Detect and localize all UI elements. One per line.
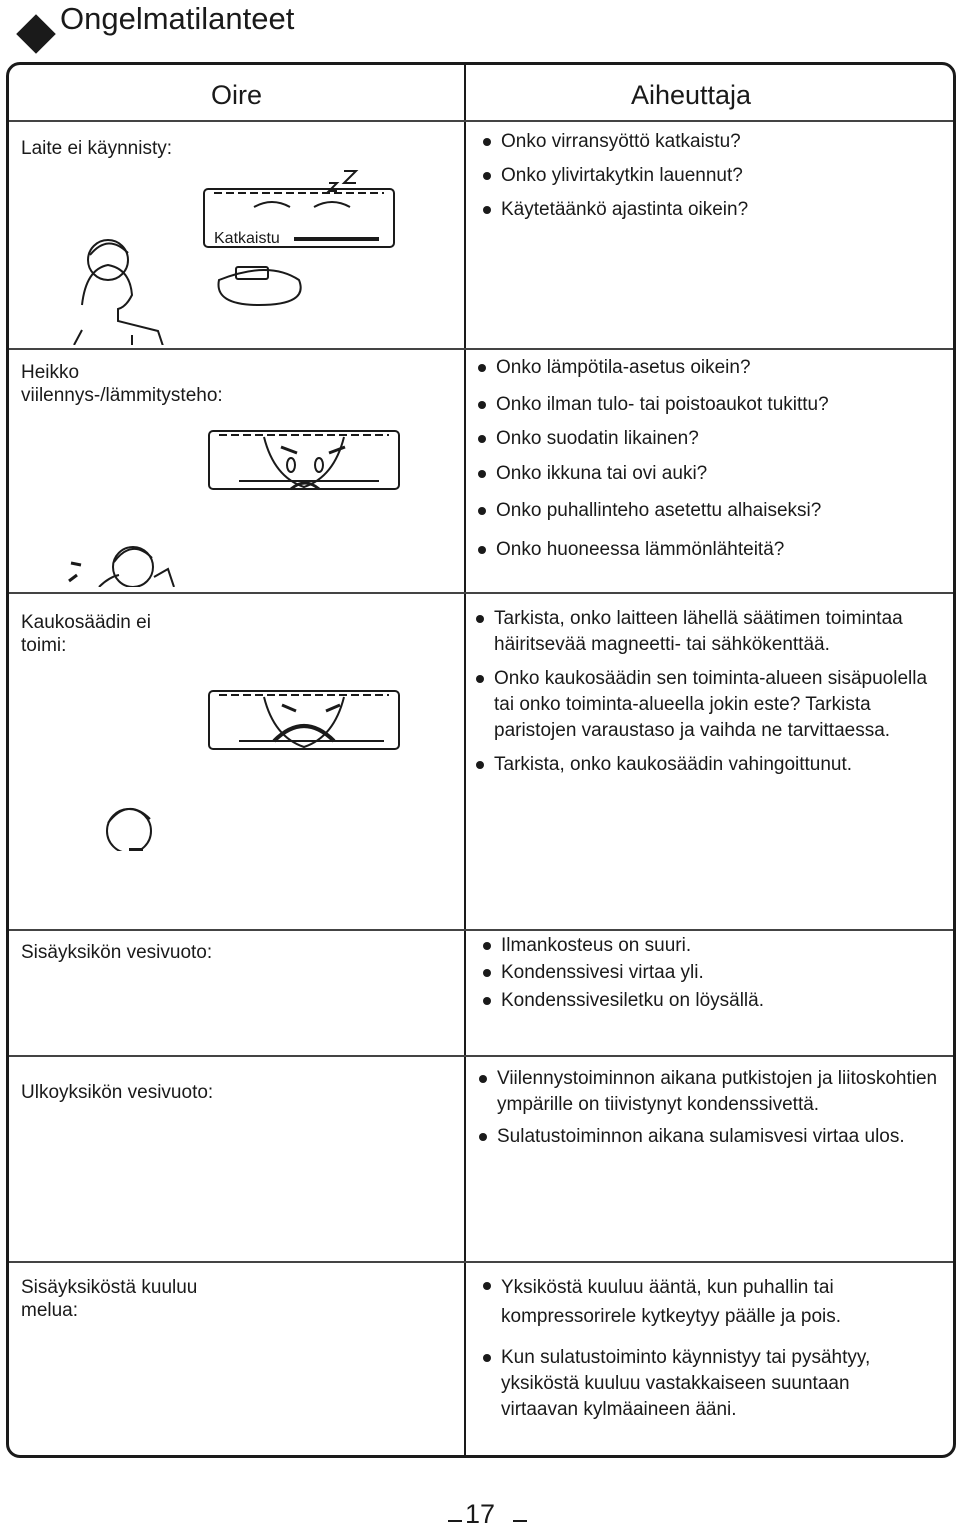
cause-list (479, 129, 749, 223)
troubleshooting-table (6, 62, 956, 1458)
row-divider (9, 348, 953, 350)
weak-cooling-illustration (59, 417, 404, 587)
cause-item: Onko ilman tulo- tai poistoaukot tukittu? (474, 392, 914, 418)
remote-not-working-illustration (64, 681, 409, 851)
row-divider (9, 120, 953, 122)
cause-item: Onko lämpötila-asetus oikein? (474, 355, 914, 381)
person-icon (82, 265, 168, 345)
diamond-icon (16, 14, 56, 54)
cause-list (474, 355, 914, 563)
cause-item: Onko huoneessa lämmönlähteitä? (474, 537, 914, 563)
unit-off-illustration (64, 155, 409, 345)
symptom-label: Ulkoyksikön vesivuoto: (21, 1082, 214, 1103)
cause-item: Kun sulatustoiminto käynnistyy tai pysähtyy, yksiköstä kuuluu vastakkaiseen suuntaan virtaavan kylmäaineen ääni. (479, 1345, 899, 1423)
cause-item: Kondenssivesi virtaa yli. (479, 960, 859, 986)
row-divider (9, 929, 953, 931)
symptom-label: Kaukosäädin ei toimi: (21, 612, 151, 656)
symptom-label: Sisäyksikön vesivuoto: (21, 942, 213, 963)
symptom-label: Sisäyksiköstä kuuluu melua: (21, 1277, 198, 1321)
cause-item: Käytetäänkö ajastinta oikein? (479, 197, 749, 223)
column-header-symptom: Oire (210, 80, 262, 110)
column-divider (464, 65, 466, 1455)
cause-item: Onko puhallinteho asetettu alhaiseksi? (474, 498, 914, 524)
cause-item: Onko ylivirtakytkin lauennut? (479, 163, 749, 189)
hands-icon (274, 726, 334, 741)
row-divider (9, 1055, 953, 1057)
illustration-label: Katkaistu (214, 230, 280, 247)
row-divider (9, 592, 953, 594)
symptom-label: Heikko viilennys-/lämmitysteho: (21, 362, 223, 406)
cause-item: Onko kaukosäädin sen toiminta-alueen sisäpuolella tai onko toiminta-alueella jokin este? Tarkista paristojen varaustaso ja vaihda ne tarvittaessa. (472, 666, 942, 744)
cause-item: Onko ikkuna tai ovi auki? (474, 461, 914, 487)
cause-item: Onko suodatin likainen? (474, 426, 914, 452)
cause-item: Onko virransyöttö katkaistu? (479, 129, 749, 155)
cause-item: Kondenssivesiletku on löysällä. (479, 988, 859, 1014)
row-divider (9, 1261, 953, 1263)
page-title: Ongelmatilanteet (60, 1, 295, 36)
cause-list (479, 1273, 899, 1423)
cause-item: Viilennystoiminnon aikana putkistojen ja liitoskohtien ympärille on tiivistynyt kondenssivettä. (475, 1066, 950, 1118)
cause-item: Sulatustoiminnon aikana sulamisvesi virtaa ulos. (475, 1124, 950, 1150)
cause-item: Tarkista, onko kaukosäädin vahingoittunut. (472, 752, 942, 778)
cause-item: Yksiköstä kuuluu ääntä, kun puhallin tai kompressorirele kytkeytyy päälle ja pois. (479, 1273, 899, 1331)
page-number-dash (513, 1520, 527, 1522)
cause-list (475, 1066, 950, 1150)
cause-item: Tarkista, onko laitteen lähellä säätimen toimintaa häiritsevää magneetti- tai sähkökenttää. (472, 606, 942, 658)
cause-list (472, 606, 942, 778)
column-header-cause: Aiheuttaja (630, 80, 752, 110)
cause-item: Ilmankosteus on suuri. (479, 933, 859, 959)
symptom-label: Laite ei käynnisty: (21, 138, 173, 159)
page-number: 17 (464, 1499, 496, 1529)
page-header (8, 0, 908, 60)
cause-list (479, 933, 859, 1014)
